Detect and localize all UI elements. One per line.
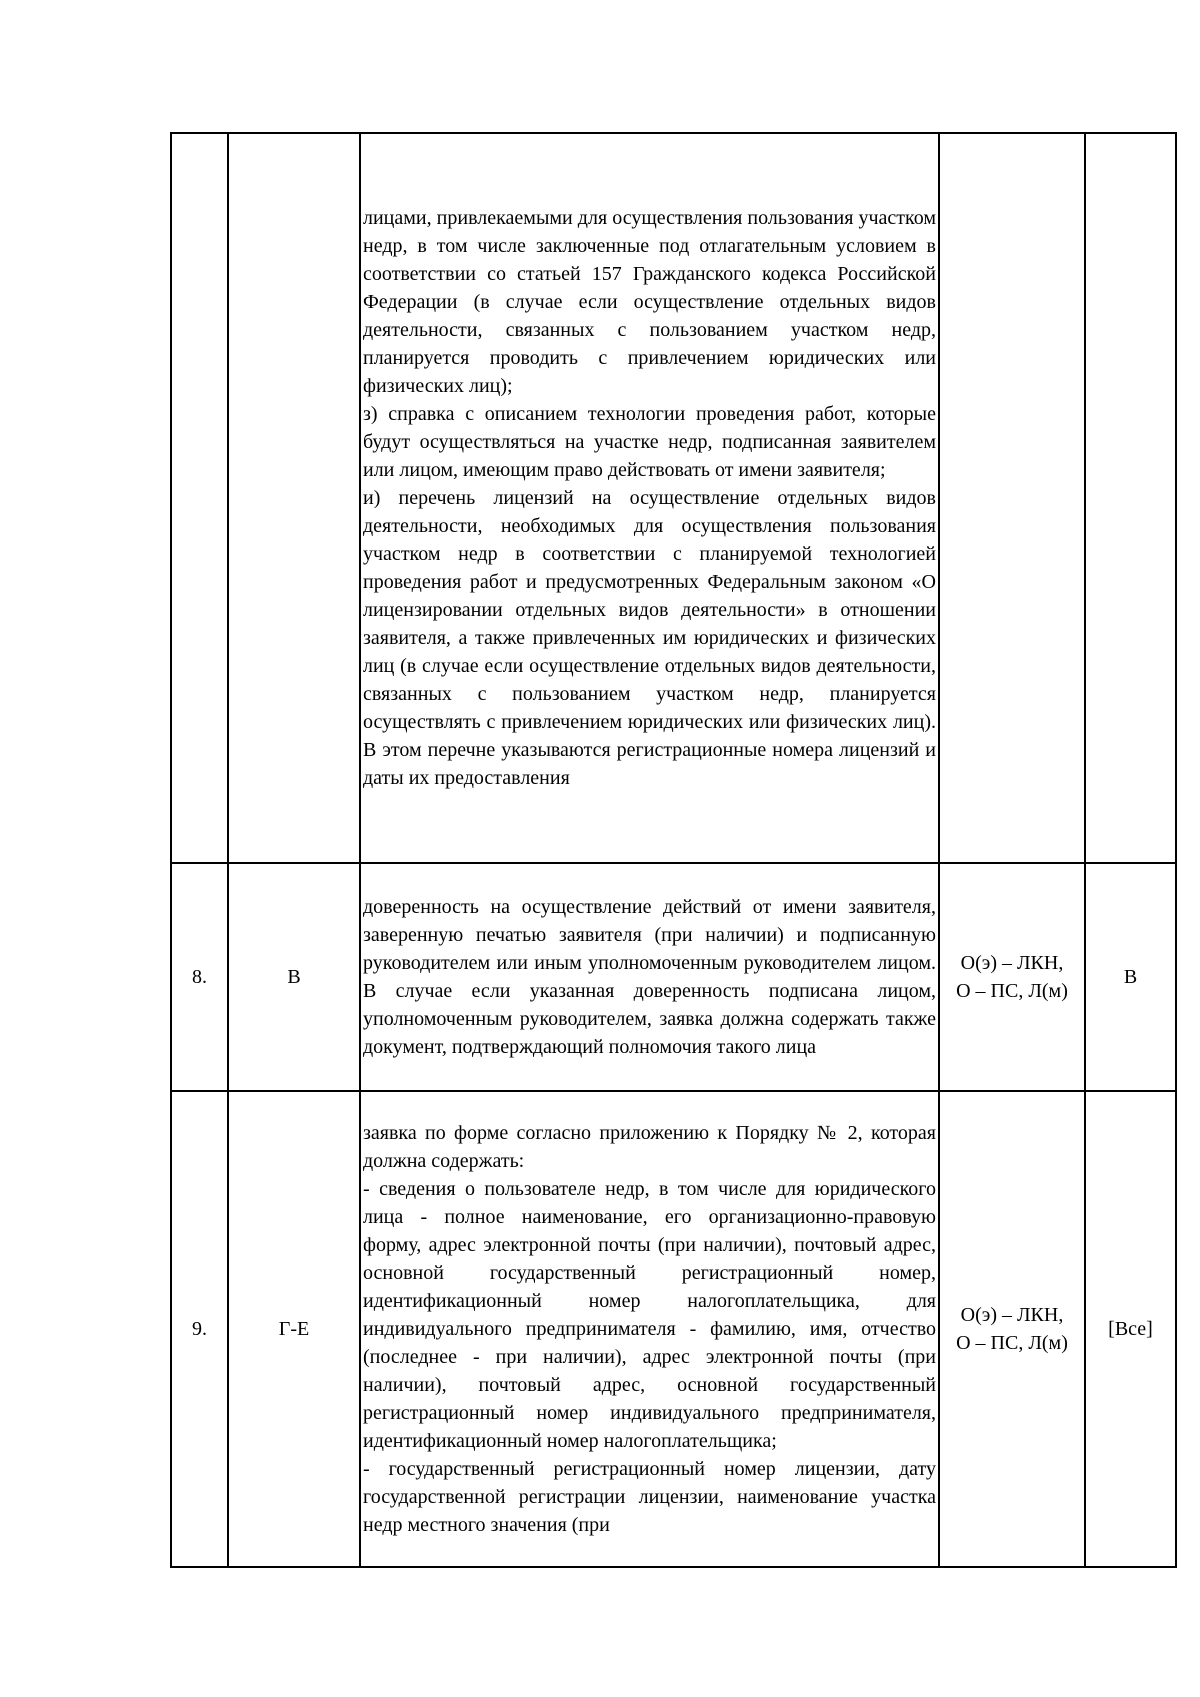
row-section	[228, 133, 360, 863]
row-number: 9.	[171, 1091, 228, 1567]
row-form	[939, 863, 1085, 1091]
row-applies: В	[1085, 863, 1176, 1091]
description-paragraph: з) справка с описанием технологии проведения работ, которые будут осуществляться на участке недр, подписанная заявителем или лицом, имеющим право действовать от имени заявителя;	[363, 403, 936, 481]
row-applies	[1085, 133, 1176, 863]
description-paragraph: - государственный регистрационный номер лицензии, дату государственной регистрации лицензии, наименование участка недр местного значения (при	[363, 1458, 936, 1536]
row-description	[360, 133, 939, 863]
row-form	[939, 1091, 1085, 1567]
row-applies: [Все]	[1085, 1091, 1176, 1567]
form-line: О(э) – ЛКН,	[960, 952, 1064, 974]
row-description	[360, 1091, 939, 1567]
row-number: 8.	[171, 863, 228, 1091]
table-row	[171, 863, 1176, 1091]
requirements-table	[170, 132, 1177, 1568]
form-line: О(э) – ЛКН,	[960, 1304, 1064, 1326]
description-paragraph: доверенность на осуществление действий от имени заявителя, заверенную печатью заявителя (при наличии) и подписанную руководителем или иным уполномоченным руководителем лицом. В случае если указанная доверенность подписана лицом, уполномоченным руководителем, заявка должна содержать также документ, подтверждающий полномочия такого лица	[363, 896, 936, 1058]
table-row	[171, 1091, 1176, 1567]
row-number	[171, 133, 228, 863]
description-paragraph: и) перечень лицензий на осуществление отдельных видов деятельности, необходимых для осуществления пользования участком недр в соответствии с планируемой технологией проведения работ и предусмотренных Федеральным законом «О лицензировании отдельных видов деятельности» в отношении заявителя, а также привлеченных им юридических и физических лиц (в случае если осуществление отдельных видов деятельности, связанных с пользованием участком недр, планируется осуществлять с привлечением юридических или физических лиц). В этом перечне указываются регистрационные номера лицензий и даты их предоставления	[363, 487, 936, 789]
table-row	[171, 133, 1176, 863]
form-line: О – ПС, Л(м)	[956, 1332, 1068, 1354]
row-section: Г-Е	[228, 1091, 360, 1567]
row-form	[939, 133, 1085, 863]
description-paragraph: лицами, привлекаемыми для осуществления пользования участком недр, в том числе заключенные под отлагательным условием в соответствии со статьей 157 Гражданского кодекса Российской Федерации (в случае если осуществление отдельных видов деятельности, связанных с пользованием участком недр, планируется проводить с привлечением юридических или физических лиц);	[363, 207, 936, 397]
description-paragraph: заявка по форме согласно приложению к Порядку № 2, которая должна содержать:	[363, 1122, 936, 1172]
row-description	[360, 863, 939, 1091]
row-section: В	[228, 863, 360, 1091]
description-paragraph: - сведения о пользователе недр, в том числе для юридического лица - полное наименование, его организационно-правовую форму, адрес электронной почты (при наличии), почтовый адрес, основной государственный регистрационный номер, идентификационный номер налогоплательщика, для индивидуального предпринимателя - фамилию, имя, отчество (последнее - при наличии), адрес электронной почты (при наличии), почтовый адрес, основной государственный регистрационный номер индивидуального предпринимателя, идентификационный номер налогоплательщика;	[363, 1178, 936, 1452]
form-line: О – ПС, Л(м)	[956, 980, 1068, 1002]
